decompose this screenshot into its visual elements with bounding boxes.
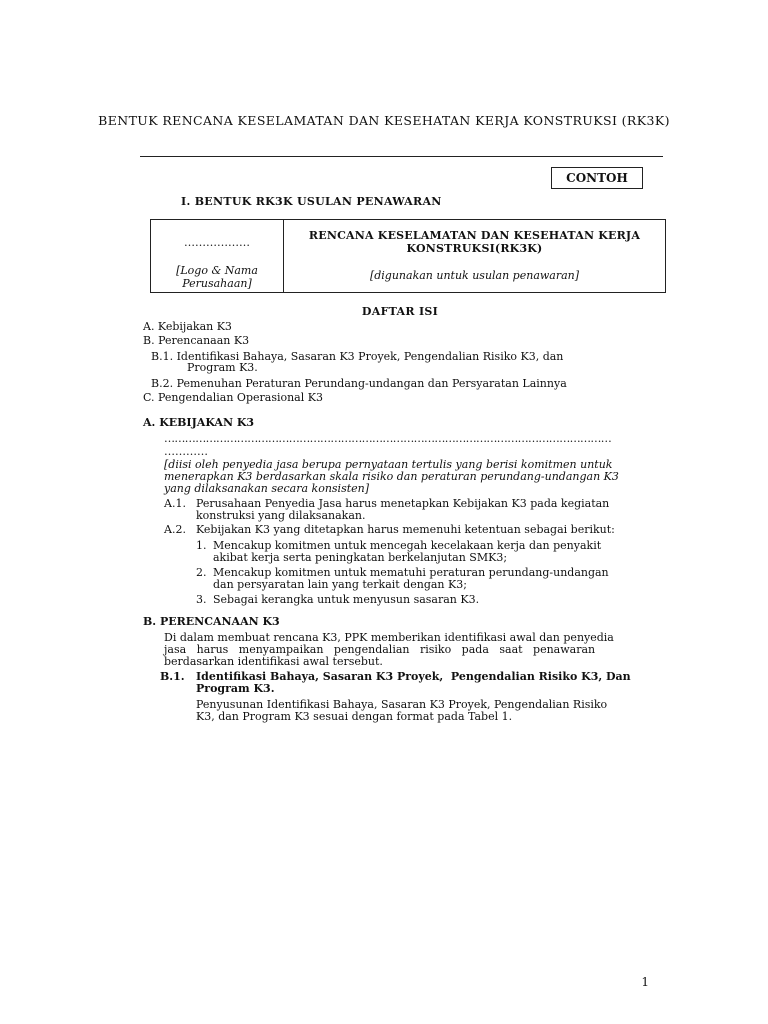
header-table [150,219,666,293]
section-b1-para-1: Penyusunan Identifikasi Bahaya, Sasaran K3 Proyek, Pengendalian Risiko [196,698,608,711]
rk3k-title [284,229,665,255]
toc-item-b1: B.1. Identifikasi Bahaya, Sasaran K3 Proyek, Pengendalian Risiko K3, dan [151,350,564,363]
section-b1-heading-cont: Program K3. [196,682,275,695]
sub-item-1-text-cont: akibat kerja serta peningkatan berkelanjutan SMK3; [213,551,508,564]
section-b-para-2: jasa harus menyampaikan pengendalian risiko pada saat penawaran [164,643,596,656]
section-b1-number: B.1. [160,670,185,683]
title-divider [140,156,663,157]
section-a-heading: A. KEBIJAKAN K3 [143,416,255,429]
logo-placeholder [151,264,283,290]
title-cell [284,220,666,293]
section-b-para-3: berdasarkan identifikasi awal tersebut. [164,655,383,668]
sub-item-2-text-cont: dan persyaratan lain yang terkait dengan K3; [213,578,467,591]
sub-item-1-text: Mencakup komitmen untuk mencegah kecelakaan kerja dan penyakit [213,539,602,552]
toc-item-b: B. Perencanaan K3 [143,334,250,347]
logo-cell [151,220,284,293]
toc-item-b1-cont: Program K3. [187,361,258,374]
item-a1-number: A.1. [164,497,186,510]
sub-item-3-number: 3. [196,593,207,606]
rk3k-title-line-1: RENCANA KESELAMATAN DAN KESEHATAN KERJA [308,229,641,242]
section-a-note-2: menerapkan K3 berdasarkan skala risiko dan peraturan perundang-undangan K3 [164,470,619,483]
toc-item-b2: B.2. Pemenuhan Peraturan Perundang-undangan dan Persyaratan Lainnya [151,377,567,390]
logo-line-2: Perusahaan] [182,277,252,290]
sub-item-3-text: Sebagai kerangka untuk menyusun sasaran K3. [213,593,480,606]
sub-item-1-number: 1. [196,539,207,552]
section-b-para-1: Di dalam membuat rencana K3, PPK memberikan identifikasi awal dan penyedia [164,631,614,644]
document-title: BENTUK RENCANA KESELAMATAN DAN KESEHATAN KERJA KONSTRUKSI (RK3K) [98,113,670,128]
item-a2-text: Kebijakan K3 yang ditetapkan harus memenuhi ketentuan sebagai berikut: [196,523,615,536]
contoh-box: CONTOH [551,167,643,189]
rk3k-title-line-2: KONSTRUKSI(RK3K) [406,242,543,255]
logo-line-1: [Logo & Nama [176,264,258,277]
toc-item-c: C. Pengendalian Operasional K3 [143,391,323,404]
section-b-heading: B. PERENCANAAN K3 [143,615,280,628]
item-a1-text-cont: konstruksi yang dilaksanakan. [196,509,366,522]
section-a-note-3: yang dilaksanakan secara konsisten] [164,482,370,495]
sub-item-2-number: 2. [196,566,207,579]
rk3k-subtitle: [digunakan untuk usulan penawaran] [369,269,580,282]
sub-item-2-text: Mencakup komitmen untuk mematuhi peraturan perundang-undangan [213,566,609,579]
item-a1-text: Perusahaan Penyedia Jasa harus menetapkan Kebijakan K3 pada kegiatan [196,497,610,510]
page-number: 1 [641,975,649,989]
logo-dots: ……………… [184,236,250,249]
section-b1-heading: Identifikasi Bahaya, Sasaran K3 Proyek, Pengendalian Risiko K3, Dan [196,670,631,683]
toc-heading: DAFTAR ISI [361,305,439,318]
toc-item-a: A. Kebijakan K3 [143,320,232,333]
section-a-dots-2: ………… [164,445,208,458]
section-a-note-1: [diisi oleh penyedia jasa berupa pernyataan tertulis yang berisi komitmen untuk [164,458,613,471]
section-a-dots-1: ………………………………………………………………………………………………………………… [164,432,612,445]
item-a2-number: A.2. [164,523,186,536]
section-b1-para-2: K3, dan Program K3 sesuai dengan format pada Tabel 1. [196,710,513,723]
section-i-title: I. BENTUK RK3K USULAN PENAWARAN [181,195,442,208]
